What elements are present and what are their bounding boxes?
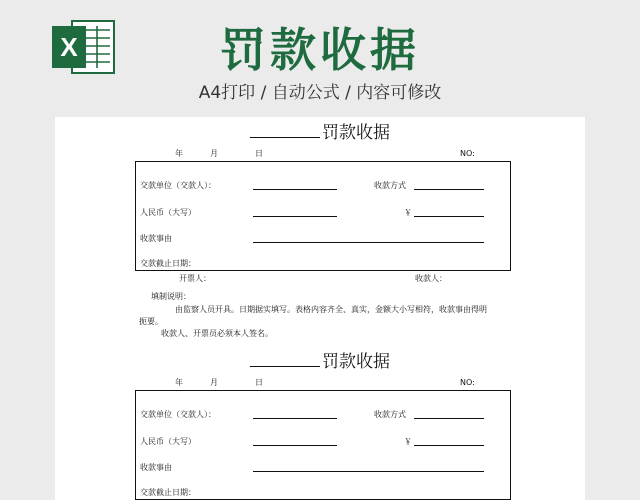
receipt-title: 罚款收据: [55, 350, 585, 374]
svg-text:X: X: [60, 32, 78, 62]
amount-field[interactable]: [414, 216, 484, 217]
month-label: 月: [210, 149, 218, 158]
reason-field[interactable]: [253, 242, 484, 243]
day-label: 日: [255, 378, 263, 387]
receipt-title: 罚款收据: [55, 121, 585, 145]
number-label: NO:: [460, 378, 475, 387]
instructions-line: 收款人、开票员必须本人签名。: [161, 329, 273, 338]
page-subtitle: A4打印 / 自动公式 / 内容可修改: [198, 83, 442, 103]
rmb-label: 人民币（大写）: [140, 208, 196, 217]
instructions-title: 填制说明：: [151, 292, 191, 301]
payer-unit-label: 交款单位（交款人）：: [140, 181, 216, 190]
rmb-label: 人民币（大写）: [140, 437, 196, 446]
page-title: 罚款收据: [220, 23, 420, 77]
reason-label: 收款事由: [140, 463, 172, 472]
deadline-label: 交款截止日期：: [140, 488, 196, 497]
receipt-form: [55, 121, 585, 361]
receipt-box: [135, 161, 511, 271]
receipt-box: [135, 390, 511, 500]
deadline-label: 交款截止日期：: [140, 259, 196, 268]
yen-symbol: ￥: [404, 208, 412, 217]
month-label: 月: [210, 378, 218, 387]
payment-method-label: 收款方式: [374, 410, 406, 419]
number-label: NO:: [460, 149, 475, 158]
instructions-line: 由监察人员开具。日期据实填写。表格内容齐全、真实，金额大小写相符，收款事由得明: [175, 305, 487, 314]
title-blank[interactable]: [250, 350, 320, 367]
yen-symbol: ￥: [404, 437, 412, 446]
title-blank[interactable]: [250, 121, 320, 138]
instructions-line: 扼要。: [139, 317, 163, 326]
banner: [0, 0, 640, 112]
payer-unit-field[interactable]: [253, 189, 337, 190]
document-sheet: [55, 117, 585, 500]
reason-field[interactable]: [253, 471, 484, 472]
rmb-uppercase-field[interactable]: [253, 216, 337, 217]
rmb-uppercase-field[interactable]: [253, 445, 337, 446]
payment-method-field[interactable]: [414, 189, 484, 190]
payer-unit-field[interactable]: [253, 418, 337, 419]
amount-field[interactable]: [414, 445, 484, 446]
excel-logo-icon: [52, 18, 116, 76]
payment-method-field[interactable]: [414, 418, 484, 419]
receiver-label: 收款人：: [415, 274, 447, 283]
day-label: 日: [255, 149, 263, 158]
year-label: 年: [175, 149, 183, 158]
year-label: 年: [175, 378, 183, 387]
drawer-label: 开票人：: [179, 274, 211, 283]
payment-method-label: 收款方式: [374, 181, 406, 190]
payer-unit-label: 交款单位（交款人）：: [140, 410, 216, 419]
receipt-form: [55, 350, 585, 500]
reason-label: 收款事由: [140, 234, 172, 243]
